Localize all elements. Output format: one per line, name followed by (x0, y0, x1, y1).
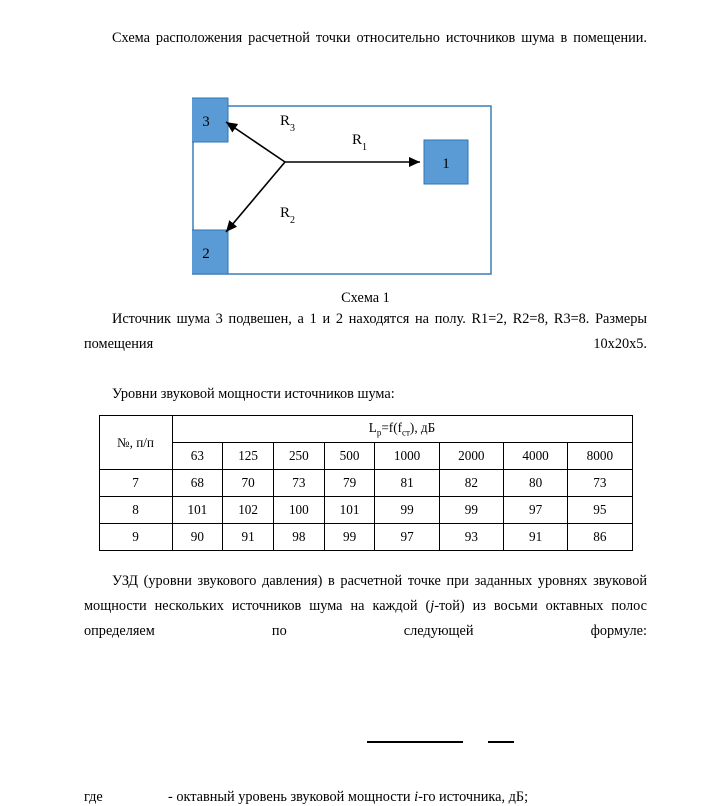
table-cell: 79 (324, 470, 375, 497)
table-cell: 80 (503, 470, 567, 497)
table-cell: 101 (172, 497, 223, 524)
table-cell: 97 (375, 524, 439, 551)
source-box-2-label: 2 (202, 246, 210, 263)
footer-label: где (84, 789, 103, 806)
table-cell: 99 (375, 497, 439, 524)
table-cell: 99 (439, 497, 503, 524)
table-cell: 101 (324, 497, 375, 524)
source-box-3 (192, 98, 228, 142)
sound-power-table (99, 415, 633, 551)
table-header-row-2 (99, 443, 632, 470)
table-freq-cell: 2000 (439, 443, 503, 470)
edge-label-r1-sub: 1 (362, 141, 368, 153)
table-cell: 98 (273, 524, 324, 551)
intro-paragraph: Схема расположения расчетной точки относительно источников шума в помещении. (112, 30, 647, 46)
table-cell: 95 (568, 497, 632, 524)
edge-label-r2-sub: 2 (290, 214, 296, 226)
uzd-line-2-end: -той) из восьми октавных (434, 598, 604, 615)
table-cell: 81 (375, 470, 439, 497)
table-cell: 102 (223, 497, 274, 524)
table-freq-cell: 63 (172, 443, 223, 470)
table-header-id: №, п/п (99, 416, 172, 470)
table-freq-cell: 1000 (375, 443, 439, 470)
levels-paragraph: Уровни звуковой мощности источников шума: (112, 386, 395, 403)
footer-italic-i: i (414, 789, 419, 806)
edge-label-r1: $R_1$ (352, 132, 368, 153)
table-row (99, 524, 632, 551)
source-box-2 (192, 230, 228, 274)
table-header-group (172, 416, 632, 443)
source-box-3-label: 3 (202, 114, 210, 131)
table-cell: 90 (172, 524, 223, 551)
source-box-1-label: 1 (442, 156, 450, 173)
description-paragraph: Источник шума 3 подвешен, а 1 и 2 находятся на полу. R1=2, R2=8, R3=8. Размеры помещения 10х20х5. (84, 311, 647, 353)
formula-fraction-bar-long (367, 741, 463, 743)
formula-fraction-bar-short (488, 741, 514, 743)
uzd-line-3: полос определяем по следующей формуле: (84, 598, 647, 640)
table-row-id: 8 (99, 497, 172, 524)
table-cell: 86 (568, 524, 632, 551)
table-cell: 70 (223, 470, 274, 497)
table-row-id: 7 (99, 470, 172, 497)
scheme-drawing (192, 92, 592, 282)
table-cell: 73 (568, 470, 632, 497)
table-row-id: 9 (99, 524, 172, 551)
scheme-figure (84, 92, 647, 288)
footer-text-pre: - октавный уровень звуковой мощности (168, 789, 415, 806)
table-freq-cell: 250 (273, 443, 324, 470)
table-freq-cell: 500 (324, 443, 375, 470)
table-header-group-pre: L (368, 420, 377, 436)
table-cell: 73 (273, 470, 324, 497)
table-cell: 97 (503, 497, 567, 524)
table-freq-cell: 8000 (568, 443, 632, 470)
uzd-line-1: УЗД (уровни звукового давления) в расчетной точке при заданных уровнях (112, 573, 588, 590)
table-cell: 82 (439, 470, 503, 497)
table-freq-cell: 4000 (503, 443, 567, 470)
table-header-group-sub: р (376, 427, 382, 438)
table-freq-cell: 125 (223, 443, 274, 470)
scheme-caption: Схема 1 (341, 290, 390, 307)
table-header-row-1 (99, 416, 632, 443)
table-header-group-post: ), дБ (409, 420, 436, 436)
footer-text-post: -го источника, дБ; (418, 789, 529, 806)
footer-note (84, 789, 647, 806)
table-cell: 99 (324, 524, 375, 551)
edge-r3 (226, 122, 285, 162)
table-header-group-mid: =f(f (381, 420, 402, 436)
table-cell: 91 (503, 524, 567, 551)
edge-label-r2: $R_2$ (280, 205, 296, 226)
edge-label-r3-sub: 3 (290, 122, 296, 134)
table-cell: 91 (223, 524, 274, 551)
room-rectangle (193, 106, 491, 274)
table-cell: 100 (273, 497, 324, 524)
table-cell: 93 (439, 524, 503, 551)
table-cell: 68 (172, 470, 223, 497)
uzd-paragraph (84, 569, 647, 669)
table-row (99, 497, 632, 524)
uzd-italic-j: j (430, 598, 435, 615)
table-header-group-sub2: ст (401, 427, 410, 438)
edge-r2 (226, 162, 285, 232)
formula-area (84, 677, 647, 785)
edge-label-r3: $R_3$ (280, 113, 296, 134)
table-row (99, 470, 632, 497)
uzd-line-2: звуковой мощности нескольких источников шума на каждой ( (84, 573, 648, 615)
